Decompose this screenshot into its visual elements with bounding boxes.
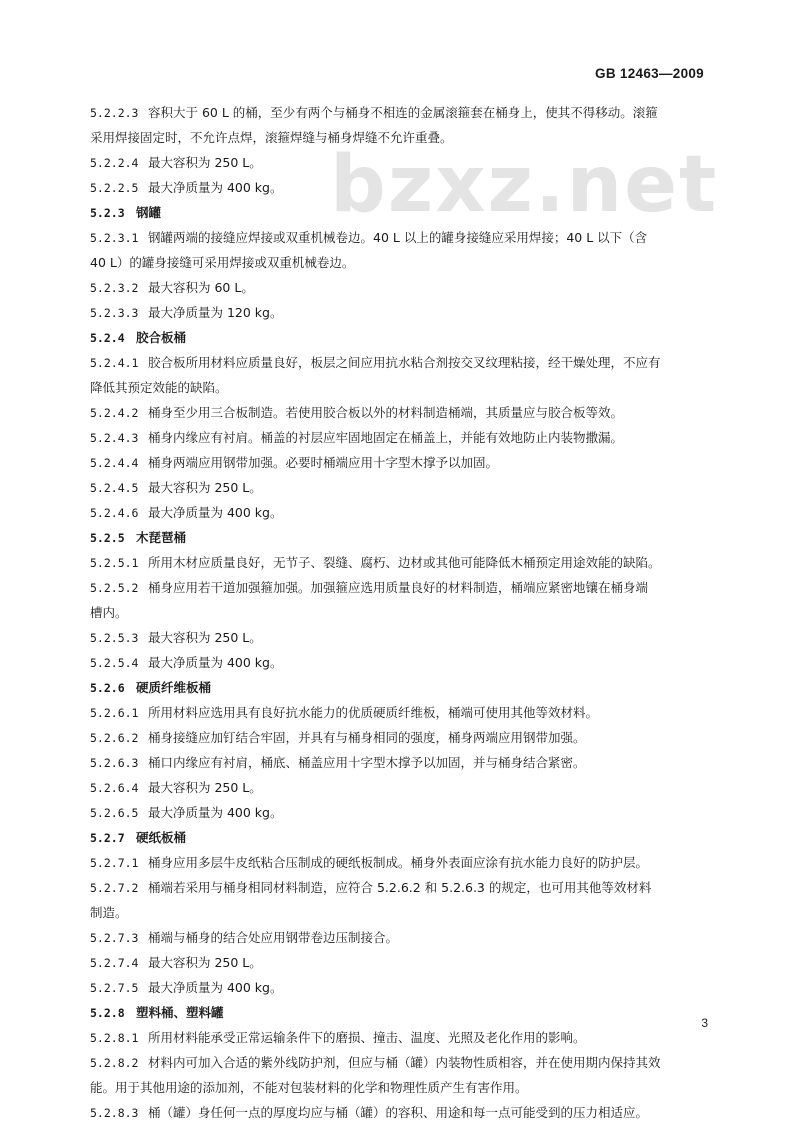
- clause-line: [90, 550, 710, 575]
- clause-number: 5.2.6.3: [90, 756, 139, 770]
- clause-text: 所用材料能承受正常运输条件下的磨损、撞击、温度、光照及老化作用的影响。: [148, 1030, 586, 1045]
- clause-line: [90, 350, 710, 375]
- clause-text: 硬质纤维板桶: [136, 680, 212, 695]
- page-number: 3: [701, 1016, 708, 1030]
- clause-continuation: [90, 900, 710, 925]
- clause-text: 桶身应用多层牛皮纸粘合压制成的硬纸板制成。桶身外表面应涂有抗水能力良好的防护层。: [148, 855, 649, 870]
- clause-line: [90, 850, 710, 875]
- clause-text: 桶口内缘应有衬肩，桶底、桶盖应用十字型木撑予以加固，并与桶身结合紧密。: [148, 755, 586, 770]
- clause-number: 5.2.5.2: [90, 581, 139, 595]
- clause-line: [90, 450, 710, 475]
- clause-text: 钢罐两端的接缝应焊接或双重机械卷边。40 L 以上的罐身接缝应采用焊接；40 L 以下（含: [148, 230, 648, 245]
- clause-number: 5.2.4: [90, 331, 125, 345]
- clause-text: 最大容积为 250 L。: [148, 480, 262, 495]
- clause-number: 5.2.4.2: [90, 406, 139, 420]
- clause-text: 硬纸板桶: [136, 830, 187, 845]
- clause-text: 桶身接缝应加钉结合牢固，并具有与桶身相同的强度，桶身两端应用钢带加强。: [148, 730, 586, 745]
- clause-number: 5.2.5.4: [90, 656, 139, 670]
- clause-number: 5.2.5: [90, 531, 125, 545]
- clause-number: 5.2.7.2: [90, 881, 139, 895]
- clause-number: 5.2.3: [90, 206, 125, 220]
- clause-number: 5.2.4.3: [90, 431, 139, 445]
- clause-line: [90, 300, 710, 325]
- clause-continuation: [90, 125, 710, 150]
- clause-text: 最大净质量为 400 kg。: [148, 805, 283, 820]
- clause-text: 最大净质量为 400 kg。: [148, 980, 283, 995]
- clause-text: 最大容积为 250 L。: [148, 155, 262, 170]
- clause-number: 5.2.2.5: [90, 181, 139, 195]
- clause-text: 桶身至少用三合板制造。若使用胶合板以外的材料制造桶端，其质量应与胶合板等效。: [148, 405, 624, 420]
- clause-line: [90, 800, 710, 825]
- clause-number: 5.2.6.5: [90, 806, 139, 820]
- clause-number: 5.2.2.4: [90, 156, 139, 170]
- clause-line: [90, 425, 710, 450]
- clause-number: 5.2.4.5: [90, 481, 139, 495]
- clause-text: 最大净质量为 400 kg。: [148, 180, 283, 195]
- clause-line: [90, 475, 710, 500]
- clause-text: 桶身内缘应有衬肩。桶盖的衬层应牢固地固定在桶盖上，并能有效地防止内装物撒漏。: [148, 430, 624, 445]
- clause-number: 5.2.4.1: [90, 356, 139, 370]
- clause-text: 降低其预定效能的缺陷。: [90, 380, 228, 395]
- clause-number: 5.2.3.1: [90, 231, 139, 245]
- clause-text: 桶（罐）身任何一点的厚度均应与桶（罐）的容积、用途和每一点可能受到的压力相适应。: [148, 1105, 649, 1120]
- clause-line: [90, 225, 710, 250]
- clause-continuation: [90, 375, 710, 400]
- clause-number: 5.2.6: [90, 681, 125, 695]
- clause-line: [90, 1025, 710, 1050]
- clause-number: 5.2.4.6: [90, 506, 139, 520]
- clause-number: 5.2.6.2: [90, 731, 139, 745]
- clause-text: 桶端若采用与桶身相同材料制造，应符合 5.2.6.2 和 5.2.6.3 的规定，也可用其他等效材料: [148, 880, 652, 895]
- clause-line: [90, 1050, 710, 1075]
- clause-number: 5.2.7.1: [90, 856, 139, 870]
- clause-line: [90, 875, 710, 900]
- clause-line: [90, 575, 710, 600]
- section-heading: [90, 675, 710, 700]
- clause-line: [90, 950, 710, 975]
- clause-number: 5.2.7.4: [90, 956, 139, 970]
- clause-text: 最大容积为 250 L。: [148, 955, 262, 970]
- clause-number: 5.2.6.4: [90, 781, 139, 795]
- standard-code: GB 12463—2009: [595, 66, 704, 81]
- clause-line: [90, 650, 710, 675]
- section-heading: [90, 825, 710, 850]
- clause-line: [90, 400, 710, 425]
- body-text: [90, 100, 710, 1125]
- clause-text: 能。用于其他用途的添加剂，不能对包装材料的化学和物理性质产生有害作用。: [90, 1080, 528, 1095]
- clause-text: 木琵琶桶: [136, 530, 187, 545]
- clause-number: 5.2.6.1: [90, 706, 139, 720]
- clause-line: [90, 925, 710, 950]
- clause-continuation: [90, 1075, 710, 1100]
- clause-line: [90, 175, 710, 200]
- clause-line: [90, 975, 710, 1000]
- clause-text: 40 L）的罐身接缝可采用焊接或双重机械卷边。: [90, 255, 355, 270]
- section-heading: [90, 200, 710, 225]
- clause-text: 最大容积为 250 L。: [148, 780, 262, 795]
- clause-number: 5.2.8.2: [90, 1056, 139, 1070]
- clause-line: [90, 700, 710, 725]
- clause-line: [90, 625, 710, 650]
- clause-text: 桶身两端应用钢带加强。必要时桶端应用十字型木撑予以加固。: [148, 455, 499, 470]
- clause-text: 胶合板桶: [136, 330, 187, 345]
- clause-number: 5.2.4.4: [90, 456, 139, 470]
- clause-text: 最大净质量为 120 kg。: [148, 305, 283, 320]
- clause-number: 5.2.3.2: [90, 281, 139, 295]
- clause-text: 所用木材应质量良好，无节子、裂缝、腐朽、边材或其他可能降低木桶预定用途效能的缺陷。: [148, 555, 661, 570]
- clause-text: 胶合板所用材料应质量良好，板层之间应用抗水粘合剂按交叉纹理粘接，经干燥处理，不应有: [148, 355, 661, 370]
- clause-text: 槽内。: [90, 605, 128, 620]
- clause-line: [90, 100, 710, 125]
- clause-continuation: [90, 250, 710, 275]
- clause-number: 5.2.8.1: [90, 1031, 139, 1045]
- clause-line: [90, 500, 710, 525]
- clause-number: 5.2.8: [90, 1006, 125, 1020]
- clause-text: 所用材料应选用具有良好抗水能力的优质硬质纤维板，桶端可使用其他等效材料。: [148, 705, 599, 720]
- clause-number: 5.2.3.3: [90, 306, 139, 320]
- clause-number: 5.2.5.3: [90, 631, 139, 645]
- clause-number: 5.2.7.3: [90, 931, 139, 945]
- clause-text: 最大容积为 60 L。: [148, 280, 254, 295]
- clause-line: [90, 275, 710, 300]
- clause-number: 5.2.5.1: [90, 556, 139, 570]
- clause-line: [90, 725, 710, 750]
- clause-text: 最大净质量为 400 kg。: [148, 505, 283, 520]
- section-heading: [90, 325, 710, 350]
- clause-text: 桶身应用若干道加强箍加强。加强箍应选用质量良好的材料制造，桶端应紧密地镶在桶身端: [148, 580, 649, 595]
- clause-text: 制造。: [90, 905, 128, 920]
- clause-number: 5.2.2.3: [90, 106, 139, 120]
- watermark: bzxz.net: [330, 140, 719, 230]
- section-heading: [90, 525, 710, 550]
- clause-text: 采用焊接固定时，不允许点焊，滚箍焊缝与桶身焊缝不允许重叠。: [90, 130, 453, 145]
- clause-line: [90, 1100, 710, 1125]
- section-heading: [90, 1000, 710, 1025]
- clause-text: 桶端与桶身的结合处应用钢带卷边压制接合。: [148, 930, 399, 945]
- clause-text: 材料内可加入合适的紫外线防护剂，但应与桶（罐）内装物性质相容，并在使用期内保持其效: [148, 1055, 661, 1070]
- clause-text: 最大容积为 250 L。: [148, 630, 262, 645]
- clause-line: [90, 150, 710, 175]
- clause-number: 5.2.7.5: [90, 981, 139, 995]
- clause-line: [90, 750, 710, 775]
- clause-text: 钢罐: [136, 205, 162, 220]
- clause-number: 5.2.8.3: [90, 1106, 139, 1120]
- clause-line: [90, 775, 710, 800]
- clause-number: 5.2.7: [90, 831, 125, 845]
- clause-text: 塑料桶、塑料罐: [136, 1005, 224, 1020]
- clause-continuation: [90, 600, 710, 625]
- clause-text: 容积大于 60 L 的桶，至少有两个与桶身不相连的金属滚箍套在桶身上，使其不得移动。滚箍: [148, 105, 658, 120]
- clause-text: 最大净质量为 400 kg。: [148, 655, 283, 670]
